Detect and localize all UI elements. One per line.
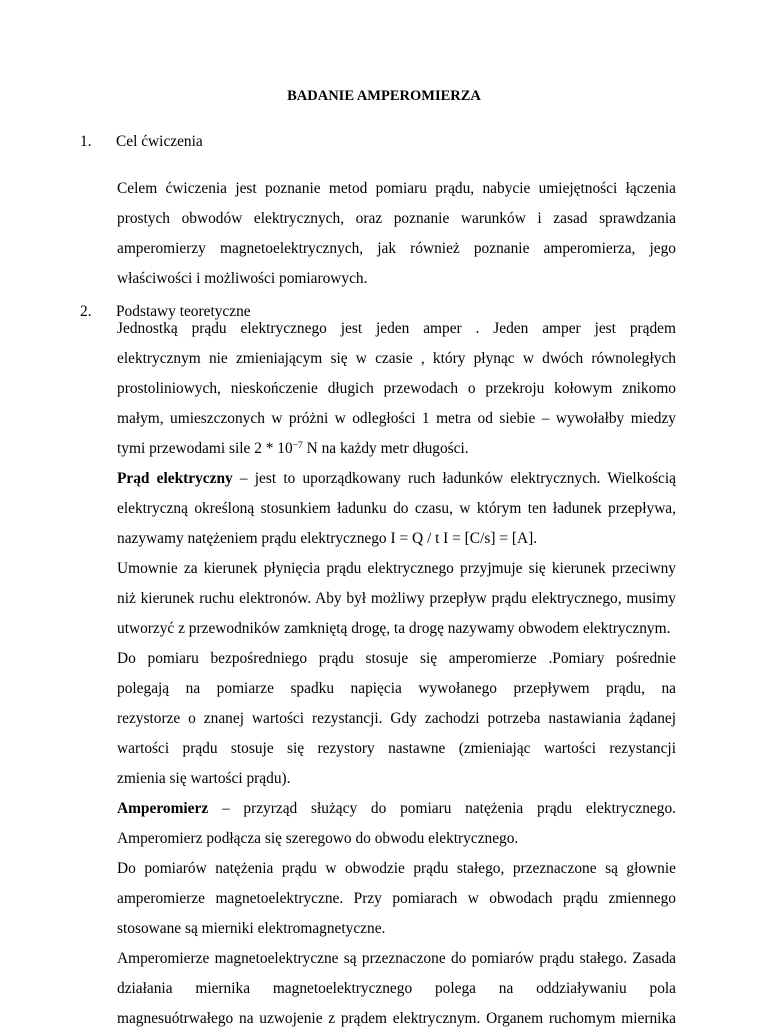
paragraph-line: prostoliniowych, nieskończenie długich przewodach o przekroju kołowym znikomo (117, 380, 676, 397)
paragraph-line: działania miernika magnetoelektrycznego polega na oddziaływaniu pola (117, 980, 676, 997)
formula-line (117, 434, 676, 464)
paragraph-line: Do pomiaru bezpośredniego prądu stosuje się amperomierze .Pomiary pośrednie (117, 650, 676, 667)
definition-line (117, 794, 676, 824)
paragraph-line: Umownie za kierunek płynięcia prądu elektrycznego przyjmuje się kierunek przeciwny (117, 560, 676, 577)
paragraph-line: utworzyć z przewodników zamkniętą drogę, ta drogę nazywamy obwodem elektrycznym. (117, 620, 671, 637)
paragraph-line: właściwości i możliwości pomiarowych. (117, 270, 368, 287)
paragraph-line: amperomierzy magnetoelektrycznych, jak również poznanie amperomierza, jego (117, 240, 676, 257)
term-ammeter: Amperomierz (117, 800, 209, 817)
definition-text: – jest to uporządkowany ruch ładunków elektrycznych. Wielkością (232, 470, 676, 487)
paragraph-line: elektryczną określoną stosunkiem ładunku do czasu, w którym ten ładunek przepływa, (117, 500, 676, 517)
paragraph-line: stosowane są mierniki elektromagnetyczne. (117, 920, 386, 937)
paragraph-line: rezystorze o znanej wartości rezystancji. Gdy zachodzi potrzeba nastawiania żądanej (117, 710, 676, 727)
section-1-paragraph (117, 174, 676, 294)
force-prefix: tymi przewodami sile 2 * 10 (117, 440, 293, 457)
term-current: Prąd elektryczny (117, 470, 233, 487)
paragraph-line: Celem ćwiczenia jest poznanie metod pomiaru prądu, nabycie umiejętności łączenia (117, 180, 676, 197)
paragraph-line: Amperomierze magnetoelektryczne są przeznaczone do pomiarów prądu stałego. Zasada (117, 950, 676, 967)
paragraph-line: małym, umieszczonych w próżni w odległości 1 metra od siebie – wywołałby miedzy (117, 410, 676, 427)
page-title: BADANIE AMPEROMIERZA (287, 88, 481, 104)
paragraph-line: zmienia się wartości prądu). (117, 770, 291, 787)
definition-line (117, 464, 676, 494)
section-2-number: 2. (80, 303, 92, 320)
force-suffix: N na każdy metr długości. (302, 440, 469, 457)
section-1-number: 1. (80, 133, 92, 150)
paragraph-line: magnesuótrwałego na uzwojenie z prądem elektrycznym. Organem ruchomym miernika (117, 1010, 676, 1027)
paragraph-line: polegają na pomiarze spadku napięcia wywołanego przepływem prądu, na (117, 680, 676, 697)
definition-text: – przyrząd służący do pomiaru natężenia prądu elektrycznego. (208, 800, 676, 817)
section-2-title: Podstawy teoretyczne (116, 303, 251, 320)
section-1-heading (80, 132, 203, 152)
paragraph-line: niż kierunek ruchu elektronów. Aby był możliwy przepływ prądu elektrycznego, musimy (117, 590, 676, 607)
paragraph-line: Amperomierz podłącza się szeregowo do obwodu elektrycznego. (117, 830, 519, 847)
section-2-body (117, 314, 676, 1034)
paragraph-line: nazywamy natężeniem prądu elektrycznego I = Q / t I = [C/s] = [A]. (117, 530, 538, 547)
paragraph-line: prostych obwodów elektrycznych, oraz poznanie warunków i zasad sprawdzania (117, 210, 676, 227)
paragraph-line: wartości prądu stosuje się rezystory nastawne (zmieniając wartości rezystancji (117, 740, 676, 757)
paragraph-line: elektrycznym nie zmieniającym się w czasie , który płynąc w dwóch równoległych (117, 350, 676, 367)
paragraph-line: Do pomiarów natężenia prądu w obwodzie prądu stałego, przeznaczone są głownie (117, 860, 676, 877)
paragraph-line: amperomierze magnetoelektryczne. Przy pomiarach w obwodach prądu zmiennego (117, 890, 676, 907)
section-1-title: Cel ćwiczenia (116, 133, 203, 150)
paragraph-line: Jednostką prądu elektrycznego jest jeden amper . Jeden amper jest prądem (117, 320, 676, 337)
force-exponent: −7 (292, 441, 303, 451)
